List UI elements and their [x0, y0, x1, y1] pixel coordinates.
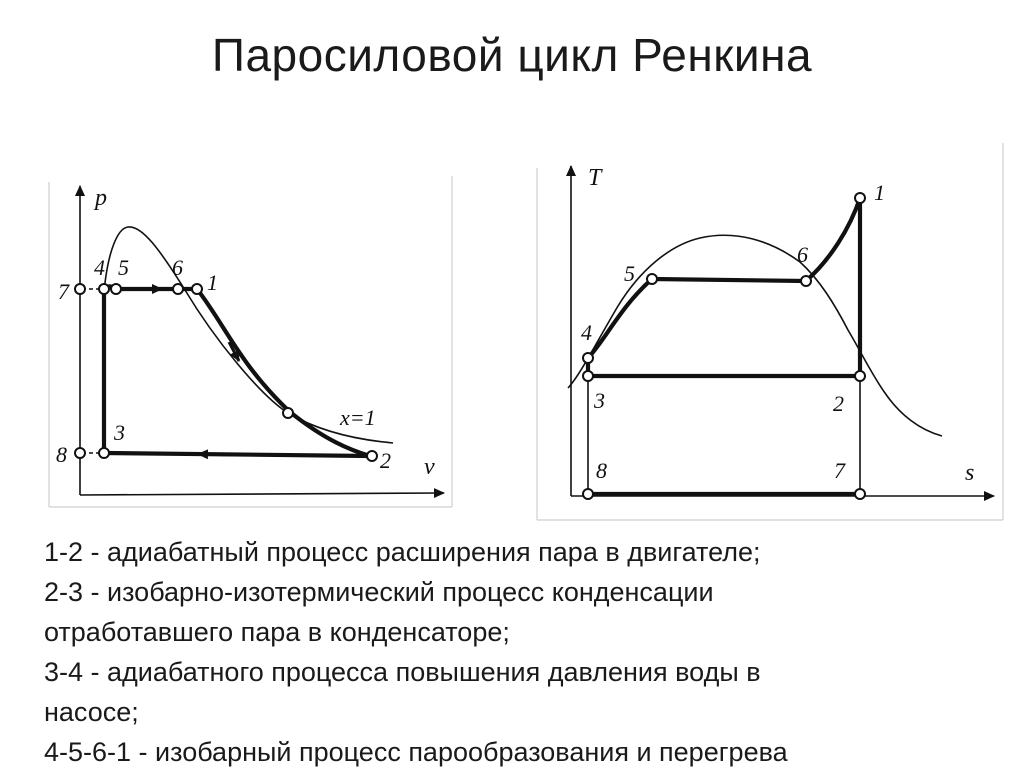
ts-point-6	[801, 276, 811, 286]
description-line: 1-2 - адиабатный процесс расширения пара в двигателе;	[44, 537, 761, 567]
ts-axis-s-label: s	[965, 460, 975, 486]
ts-label-1: 1	[874, 180, 885, 205]
ts-process-3-4-5	[588, 279, 652, 376]
pv-axis-v	[80, 493, 444, 495]
pv-label-7: 7	[58, 279, 69, 304]
page-title: Паросиловой цикл Ренкина	[211, 29, 813, 81]
pv-point-2	[367, 451, 377, 461]
ts-label-7: 7	[834, 458, 845, 483]
ts-label-3: 3	[594, 388, 605, 413]
pv-point-6	[173, 284, 183, 294]
pv-axis-p-label: p	[95, 185, 107, 211]
pv-axis-v-label: v	[424, 454, 435, 480]
ts-label-8: 8	[596, 458, 607, 483]
pv-process-2-3	[104, 453, 370, 456]
pv-label-1: 1	[207, 270, 218, 295]
pv-point-x1	[283, 408, 293, 418]
ts-point-7	[855, 489, 865, 499]
ts-label-6: 6	[797, 242, 808, 267]
pv-arrow-2-3	[198, 454, 235, 455]
description-line: 4-5-6-1 - изобарный процесс парообразования и перегрева	[44, 737, 788, 767]
pv-label-6: 6	[172, 255, 183, 280]
ts-point-4	[583, 353, 593, 363]
pv-point-7	[75, 284, 85, 294]
pv-point-5	[111, 284, 121, 294]
ts-diagram	[537, 143, 1003, 520]
pv-label-2: 2	[380, 448, 391, 473]
ts-axis-t-label: T	[588, 165, 602, 191]
pv-point-4	[99, 284, 109, 294]
pv-label-5: 5	[118, 255, 129, 280]
pv-process-1-2	[197, 289, 370, 456]
description-line: 2-3 - изобарно-изотермический процесс конденсации	[44, 577, 714, 607]
pv-point-1	[192, 284, 202, 294]
ts-point-8	[583, 489, 593, 499]
ts-point-3	[583, 371, 593, 381]
description-line: отработавшего пара в конденсаторе;	[44, 617, 510, 647]
ts-label-4: 4	[581, 320, 592, 345]
ts-point-5	[647, 274, 657, 284]
pv-point-8	[75, 448, 85, 458]
pv-label-3: 3	[114, 420, 125, 445]
ts-label-2: 2	[833, 391, 844, 416]
ts-point-2	[855, 371, 865, 381]
process-description	[44, 532, 1004, 772]
ts-label-5: 5	[624, 261, 635, 286]
pv-label-4: 4	[94, 255, 105, 280]
pv-diagram	[49, 176, 452, 507]
ts-point-1	[855, 193, 865, 203]
pv-label-8: 8	[56, 442, 67, 467]
pv-point-3	[99, 448, 109, 458]
ts-process-5-6	[652, 279, 806, 281]
pv-curve-label: x=1	[340, 405, 376, 430]
description-line: насосе;	[44, 697, 139, 727]
description-line: 3-4 - адиабатного процесса повышения давления воды в	[44, 657, 761, 687]
ts-process-6-1	[806, 198, 860, 281]
